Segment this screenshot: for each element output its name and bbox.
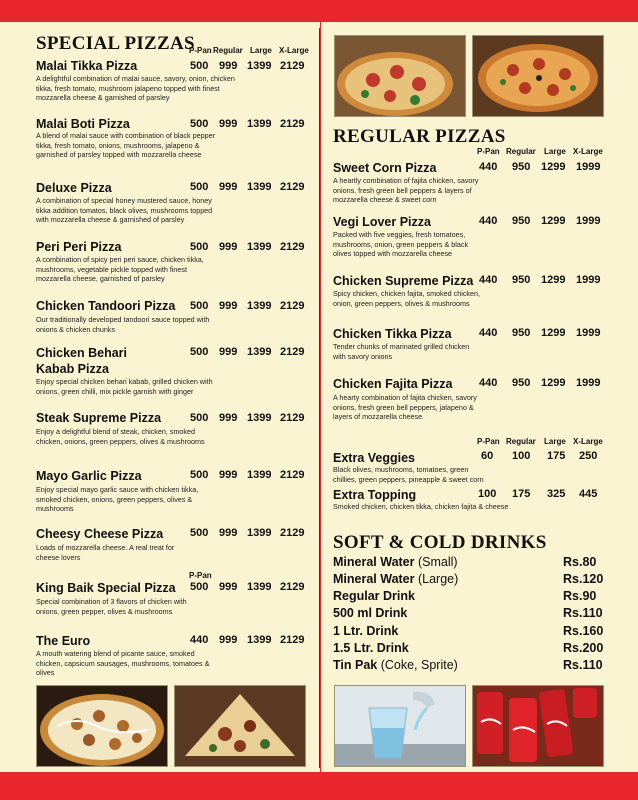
price-regular: 999 — [219, 60, 238, 72]
size-header-regular: Regular — [213, 46, 243, 55]
size-header-ppan: P-Pan — [477, 437, 500, 446]
menu-item-name: Chicken Behari — [36, 346, 128, 360]
price-regular: 999 — [219, 241, 238, 253]
price-large: 1399 — [247, 60, 272, 72]
price-ppan: 500 — [190, 581, 209, 593]
price-xlarge: 1999 — [576, 377, 601, 389]
menu-item-description: Our traditionally developed tandoori sauce topped with onions & chicken chunks — [36, 315, 210, 334]
price-ppan: 100 — [478, 488, 497, 500]
price-ppan: 440 — [479, 327, 498, 339]
price-ppan: 500 — [190, 241, 209, 253]
drink-name: Regular Drink — [333, 589, 415, 603]
pizza-illustration — [335, 36, 465, 116]
menu-item-description: Tender chunks of marinated grilled chicken with savory onions — [333, 342, 470, 361]
drink-price: Rs.80 — [563, 555, 597, 569]
price-xlarge: 2129 — [280, 60, 305, 72]
menu-item-name: Peri Peri Pizza — [36, 240, 122, 254]
price-ppan: 440 — [479, 161, 498, 173]
price-regular: 950 — [512, 161, 531, 173]
price-ppan: 500 — [190, 412, 209, 424]
price-xlarge: 2129 — [280, 241, 305, 253]
price-xlarge: 2129 — [280, 527, 305, 539]
price-ppan: 500 — [190, 60, 209, 72]
price-large: 1399 — [247, 241, 272, 253]
size-header-xlarge: X-Large — [279, 46, 309, 55]
drink-price: Rs.120 — [563, 572, 604, 586]
menu-item-name: Mayo Garlic Pizza — [36, 469, 142, 483]
drink-name: 1.5 Ltr. Drink — [333, 641, 409, 655]
pizza-illustration — [37, 686, 167, 766]
menu-item-name: Chicken Fajita Pizza — [333, 377, 453, 391]
cola-cans-photo — [472, 685, 604, 767]
menu-item-description: Enjoy special chicken behari kabab, grilled chicken with onions, green chilli, mix pickle garnish with ginger — [36, 377, 213, 396]
drink-name: Tin Pak (Coke, Sprite) — [333, 658, 458, 672]
menu-item-description: Loads of mozzarella cheese. A real treat for cheese lovers — [36, 543, 175, 562]
price-xlarge: 2129 — [280, 181, 305, 193]
menu-item-description: A delightful combination of malai sauce, savory, onion, chicken tikka, fresh tomato, mushroom jalapeno topped with finest mozzarella cheese & garnished of parsley — [36, 74, 235, 103]
price-regular: 999 — [219, 300, 238, 312]
price-large: 1399 — [247, 346, 272, 358]
menu-item-name: Vegi Lover Pizza — [333, 215, 431, 229]
price-xlarge: 1999 — [576, 161, 601, 173]
price-large: 1299 — [541, 327, 566, 339]
size-header-ppan: P-Pan — [189, 46, 212, 55]
size-header-large: Large — [544, 147, 566, 156]
bottom-red-band — [0, 772, 638, 800]
size-header-xlarge: X-Large — [573, 147, 603, 156]
price-regular: 950 — [512, 377, 531, 389]
price-regular: 999 — [219, 634, 238, 646]
drink-price: Rs.160 — [563, 624, 604, 638]
menu-item-name: Chicken Tandoori Pizza — [36, 299, 176, 313]
price-xlarge: 1999 — [576, 274, 601, 286]
price-regular: 950 — [512, 274, 531, 286]
water-glass-photo — [334, 685, 466, 767]
price-large: 1399 — [247, 469, 272, 481]
menu-item-description: A combination of special honey mustered sauce, honey tikka addition tomatos, black olives, mushrooms topped with mozzarella cheese & garnished of parsley — [36, 196, 213, 225]
price-xlarge: 2129 — [280, 469, 305, 481]
size-header-regular: Regular — [506, 147, 536, 156]
pizza-photo-chicken — [36, 685, 168, 767]
menu-item-name: Extra Topping — [333, 488, 417, 502]
price-ppan: 60 — [481, 450, 494, 462]
regular-pizzas-title: REGULAR PIZZAS — [333, 126, 506, 147]
menu-item-name: Cheesy Cheese Pizza — [36, 527, 164, 541]
menu-item-name: Malai Tikka Pizza — [36, 59, 138, 73]
menu-item-name: Malai Boti Pizza — [36, 117, 130, 131]
size-header-xlarge: X-Large — [573, 437, 603, 446]
water-glass-illustration — [335, 686, 465, 766]
pizza-illustration — [473, 36, 603, 116]
price-large: 1299 — [541, 377, 566, 389]
price-large: 1399 — [247, 412, 272, 424]
menu-item-name: Extra Veggies — [333, 451, 415, 465]
price-regular: 999 — [219, 581, 238, 593]
menu-item-description: Black olives, mushrooms, tomatoes, green chillies, green peppers, pineapple & sweet corn — [333, 465, 484, 484]
menu-item-description: Smoked chicken, chicken tikka, chicken fajita & cheese — [333, 502, 509, 511]
menu-item-description: Enjoy special mayo garlic sauce with chicken tikka, smoked chicken, onions, green peppers, olives & mushrooms — [36, 485, 199, 514]
price-xlarge: 250 — [579, 450, 598, 462]
price-large: 1399 — [247, 118, 272, 130]
menu-item-description: A combination of spicy peri peri sauce, chicken tikka, mushrooms, vegetable pickle topped with finest mozzarella cheese, garnished of parsley — [36, 255, 204, 284]
price-large: 1399 — [247, 181, 272, 193]
drink-price: Rs.110 — [563, 606, 603, 620]
menu-item-description: Spicy chicken, chicken fajita, smoked chicken, onion, green peppers, olives & mushrooms — [333, 289, 481, 308]
price-large: 1299 — [541, 274, 566, 286]
price-regular: 100 — [512, 450, 531, 462]
price-xlarge: 1999 — [576, 215, 601, 227]
price-regular: 950 — [512, 215, 531, 227]
price-xlarge: 1999 — [576, 327, 601, 339]
menu-item-name: King Baik Special Pizza — [36, 581, 176, 595]
price-regular: 999 — [219, 346, 238, 358]
menu-item-description: A blend of malai sauce with combination of black pepper tikka, fresh tomato, onions, mushrooms, jalapeno & garnished of parsley topped with mozzarella cheese — [36, 131, 215, 160]
menu-item-name: Deluxe Pizza — [36, 181, 112, 195]
price-large: 325 — [547, 488, 566, 500]
price-ppan: 500 — [190, 469, 209, 481]
menu-item-name: The Euro — [36, 634, 91, 648]
top-red-band — [0, 0, 638, 22]
price-large: 175 — [547, 450, 566, 462]
price-regular: 175 — [512, 488, 531, 500]
price-xlarge: 2129 — [280, 300, 305, 312]
pizza-photo-slice — [174, 685, 306, 767]
drinks-title: SOFT & COLD DRINKS — [333, 532, 547, 553]
size-header-ppan: P-Pan — [189, 571, 212, 580]
price-ppan: 500 — [190, 346, 209, 358]
pizza-illustration — [175, 686, 305, 766]
menu-item-name: Chicken Tikka Pizza — [333, 327, 452, 341]
size-header-regular: Regular — [506, 437, 536, 446]
price-large: 1399 — [247, 634, 272, 646]
price-regular: 999 — [219, 469, 238, 481]
drink-name: 500 ml Drink — [333, 606, 408, 620]
price-regular: 950 — [512, 327, 531, 339]
price-large: 1299 — [541, 215, 566, 227]
menu-item-name: Sweet Corn Pizza — [333, 161, 437, 175]
drink-price: Rs.90 — [563, 589, 597, 603]
menu-item-description: Packed with five veggies, fresh tomatoes, mushrooms, onion, green peppers & black olives topped with mozzarella cheese — [333, 230, 469, 259]
price-regular: 999 — [219, 412, 238, 424]
price-xlarge: 2129 — [280, 118, 305, 130]
price-regular: 999 — [219, 527, 238, 539]
drink-name: Mineral Water (Large) — [333, 572, 459, 586]
price-large: 1399 — [247, 581, 272, 593]
size-header-large: Large — [544, 437, 566, 446]
price-large: 1399 — [247, 527, 272, 539]
menu-item-description: Enjoy a delightful blend of steak, chicken, smoked chicken, onions, green peppers, olives & mushrooms — [36, 427, 205, 446]
size-header-ppan: P-Pan — [477, 147, 500, 156]
pizza-photo-pepperoni — [334, 35, 466, 117]
price-large: 1399 — [247, 300, 272, 312]
drink-price: Rs.200 — [563, 641, 604, 655]
price-ppan: 500 — [190, 181, 209, 193]
price-ppan: 500 — [190, 300, 209, 312]
price-regular: 999 — [219, 181, 238, 193]
menu-item-description: A heartly combination of fajita chicken, savory onions, fresh green bell peppers & layers of mozzarella cheese & sweet corn — [333, 176, 479, 205]
size-header-large: Large — [250, 46, 272, 55]
price-xlarge: 2129 — [280, 346, 305, 358]
price-ppan: 440 — [190, 634, 209, 646]
price-xlarge: 2129 — [280, 581, 305, 593]
price-xlarge: 445 — [579, 488, 598, 500]
drink-name: 1 Ltr. Drink — [333, 624, 399, 638]
menu-item-name: Chicken Supreme Pizza — [333, 274, 474, 288]
price-ppan: 440 — [479, 377, 498, 389]
price-regular: 999 — [219, 118, 238, 130]
column-divider — [319, 28, 320, 768]
price-ppan: 500 — [190, 118, 209, 130]
cola-cans-illustration — [473, 686, 603, 766]
menu-item-description: A mouth watering blend of picante sauce, smoked chicken, capsicum sausages, mushrooms, tomatoes & olives — [36, 649, 210, 678]
price-ppan: 500 — [190, 527, 209, 539]
price-large: 1299 — [541, 161, 566, 173]
pizza-photo-supreme — [472, 35, 604, 117]
price-ppan: 440 — [479, 215, 498, 227]
price-xlarge: 2129 — [280, 634, 305, 646]
menu-item-description: Special combination of 3 flavors of chicken with onions, green pepper, olives & mushrooms — [36, 597, 187, 616]
special-pizzas-title: SPECIAL PIZZAS — [36, 33, 195, 54]
menu-item-name-line2: Kabab Pizza — [36, 362, 109, 376]
menu-item-name: Steak Supreme Pizza — [36, 411, 162, 425]
menu-item-description: A hearty combination of fajita chicken, savory onions, fresh green bell peppers, jalapeno & layers of mozzarella cheese — [333, 393, 477, 422]
drink-price: Rs.110 — [563, 658, 603, 672]
price-xlarge: 2129 — [280, 412, 305, 424]
drink-name: Mineral Water (Small) — [333, 555, 458, 569]
price-ppan: 440 — [479, 274, 498, 286]
